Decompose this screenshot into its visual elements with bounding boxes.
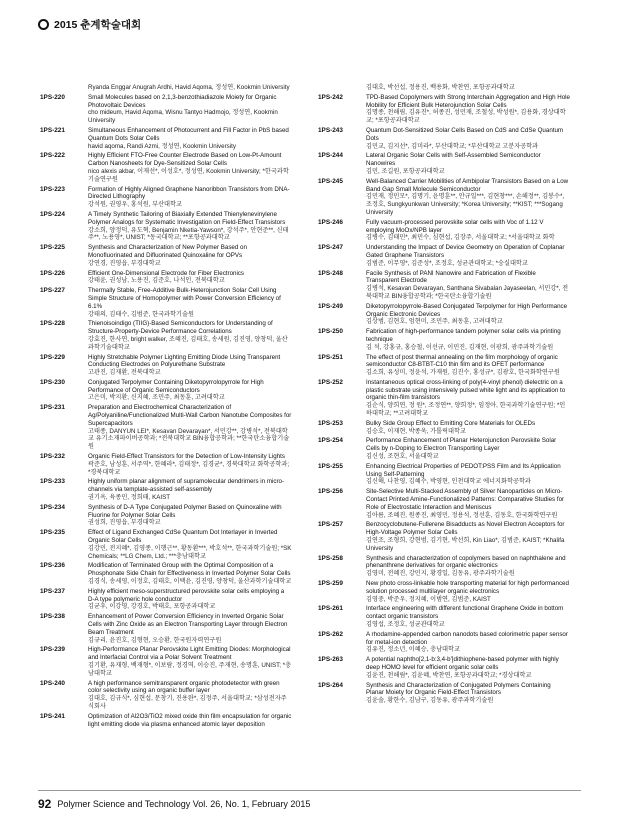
left-column — [40, 84, 292, 730]
entry-title: New photo cross-linkable hole transporting material for high performanced solution processed multilayer organic electronics — [366, 580, 569, 595]
entry-code: 1PS-233 — [40, 478, 65, 486]
abstract-entry — [318, 328, 570, 351]
entry-authors: 김균우, 이강영, 강경호, 박태호, 포항공과대학교 — [88, 603, 216, 611]
entry-body — [88, 287, 292, 318]
abstract-entry — [318, 437, 570, 460]
abstract-entry — [318, 270, 570, 301]
entry-body — [366, 682, 570, 705]
abstract-entry — [318, 219, 570, 242]
entry-code: 1PS-243 — [318, 126, 343, 134]
abstract-entry — [40, 152, 292, 183]
entry-body — [88, 211, 292, 242]
entry-body — [366, 303, 570, 326]
entry-body — [366, 420, 570, 436]
abstract-entry — [40, 562, 292, 585]
entry-title: Simultaneous Enhancement of Photocurrent and Fill Factor in PbS based Quantum Dots Solar Cells — [88, 126, 289, 142]
abstract-entry — [40, 354, 292, 377]
abstract-entry — [40, 94, 292, 125]
entry-code: 1PS-221 — [40, 126, 65, 134]
page-number: 92 — [38, 797, 52, 811]
entry-body — [88, 152, 292, 183]
entry-authors: 권기옥, 육종민, 정희태, KAIST — [88, 494, 170, 502]
journal-citation: Polymer Science and Technology Vol. 26, No. 1, February 2015 — [57, 799, 311, 809]
abstract-entry — [318, 94, 570, 125]
entry-title: Lateral Organic Solar Cells with Self-Assembled Semiconductor Nanowires — [366, 152, 541, 168]
entry-body — [88, 379, 292, 402]
entry-code — [40, 84, 88, 92]
entry-authors: 김병석, Kesavan Devarayan, Santhana Sivabalan Jayaseelan, 서민강*, 전북대학교 BIN융합공학과; *한국탄소융합기술원 — [366, 285, 569, 300]
entry-body — [88, 478, 292, 501]
entry-code: 1PS-239 — [40, 646, 65, 654]
entry-body — [366, 463, 570, 486]
entry-authors: 김범준, 이무영*, 김준성*, 조정호, 성균관대학교; *숭실대학교 — [366, 259, 528, 267]
entry-authors: 김대호, 박선섭, 정용진, 백용화, 박찬연, 포항공과대학교 — [366, 84, 515, 91]
entry-code: 1PS-257 — [318, 521, 343, 529]
abstract-entry — [40, 84, 292, 92]
entry-body — [88, 646, 292, 677]
entry-title: Site-Selective Multi-Stacked Assembly of Silver Nanoparticles on Micro-Contact Printed Amine-Functionalized Patterns: Comparative Studies for Role of Electrostatic Interaction and Meniscus — [366, 488, 565, 511]
entry-body — [366, 521, 570, 552]
entry-body — [88, 504, 292, 527]
entry-code: 1PS-229 — [40, 353, 65, 361]
abstract-entry — [40, 127, 292, 150]
entry-title: Effect of Ligand Exchanged CdSe Quantum Dot Interlayer in Inverted Organic Solar Cells — [88, 529, 278, 545]
entry-code: 1PS-256 — [318, 488, 343, 496]
entry-title: Well-Balanced Carrier Mobilities of Ambipolar Transistors Based on a Low Band Gap Small Molecule Semiconductor — [366, 177, 569, 193]
entry-code: 1PS-226 — [40, 269, 65, 277]
entry-title: Highly Efficient FTO-Free Counter Electrode Based on Low-Pt-Amount Carbon Nanosheets for Dye-Sensitized Solar Cells — [88, 152, 282, 168]
entry-authors: 김영미, 전혜진, 강민지, 황경일, 김동유, 광주과학기술원 — [366, 570, 515, 578]
entry-title: A high performance semitransparent organic photodetector with green color selectivity using an organic buffer layer — [88, 679, 280, 695]
abstract-entry — [40, 613, 292, 644]
abstract-entry — [318, 580, 570, 603]
entry-body — [88, 562, 292, 585]
entry-code: 1PS-253 — [318, 419, 343, 427]
entry-code: 1PS-263 — [318, 656, 343, 664]
entry-authors: 권성희, 진영읍, 부경대학교 — [88, 519, 161, 527]
abstract-entry — [318, 555, 570, 578]
entry-title: Bulky Side Group Effect to Emitting Core Materials for OLEDs — [366, 419, 536, 427]
entry-title: Formation of Highly Aligned Graphene Nanoribbon Transistors from DNA-Directed Lithography — [88, 185, 290, 201]
abstract-entry — [40, 320, 292, 351]
entry-body — [366, 488, 570, 519]
entry-code: 1PS-227 — [40, 287, 65, 295]
abstract-entry — [318, 463, 570, 486]
entry-title: Small Molecules based on 2,1,3-benzothiadiazole Moiety for Organic Photovoltaic Devices — [88, 93, 277, 109]
entry-body — [88, 94, 292, 125]
entry-code: 1PS-258 — [318, 554, 343, 562]
entry-body — [366, 84, 570, 92]
entry-code: 1PS-248 — [318, 269, 343, 277]
entry-title: Thienoisoindigo (TIIG)-Based Semiconductors for Understanding of Structure-Property-Device Performance Correlations — [88, 320, 273, 336]
entry-body — [88, 613, 292, 644]
entry-authors: 김영중, 박준우, 정지혜, 이범연, 김범준, KAIST — [366, 595, 491, 603]
entry-code: 1PS-240 — [40, 679, 65, 687]
entry-code: 1PS-245 — [318, 177, 343, 185]
entry-title: Organic Field-Effect Transistors for the Detection of Low-Intensity Lights — [88, 453, 285, 461]
entry-code: 1PS-249 — [318, 302, 343, 310]
entry-code: 1PS-250 — [318, 328, 343, 336]
circle-bullet-icon — [38, 19, 49, 30]
entry-body — [88, 127, 292, 150]
entry-code: 1PS-223 — [40, 185, 65, 193]
entry-body — [366, 580, 570, 603]
entry-authors: 김윤솔, 황한수, 김남구, 김동유, 광주과학기술원 — [366, 697, 494, 705]
entry-body — [366, 555, 570, 578]
entry-title: Fully vacuum-processed perovskite solar cells with Voc of 1.12 V employing MoOx/NPB layer — [366, 218, 544, 234]
entry-code: 1PS-262 — [318, 630, 343, 638]
abstract-entry — [318, 488, 570, 519]
entry-authors: 강연경, 진영읍, 부경대학교 — [88, 259, 161, 267]
entry-body — [88, 84, 292, 92]
entry-body — [88, 588, 292, 611]
abstract-entry — [40, 453, 292, 476]
entry-body — [366, 270, 570, 301]
entry-title: High-Performance Planar Perovskite Light Emitting Diodes: Morphological and Interfacial Control via a Polar Solvent Treatment — [88, 646, 291, 662]
entry-authors: 고관진, 김재환, 전북대학교 — [88, 369, 161, 377]
entry-code: 1PS-232 — [40, 453, 65, 461]
conference-title: 2015 춘계학술대회 — [54, 19, 142, 31]
entry-title: Quantum Dot-Sensitized Solar Cells Based on CdS and CdSe Quantum Dots — [366, 126, 564, 142]
entry-title: Conjugated Terpolymer Containing Diketopyrrolopyrrole for High Performance of Organic Semiconductors — [88, 378, 264, 394]
entry-title: Thermally Stable, Free-Additive Bulk-Heterojunction Solar Cell Using Simple Structure of Homopolymer with Power Conversion Efficiency of 6.1% — [88, 287, 281, 310]
entry-body — [366, 379, 570, 418]
abstract-entry — [318, 631, 570, 654]
entry-title: TPD-Based Copolymers with Strong Interchain Aggregation and High Hole Mobility for Efficient Bulk Heterojunction Solar Cells — [366, 93, 570, 109]
entry-title: Efficient One-Dimensional Electrode for Fiber Electronics — [88, 269, 245, 277]
entry-code: 1PS-236 — [40, 562, 65, 570]
entry-title: Highly Stretchable Polymer Lighting Emitting Diode Using Transparent Conducting Electrodes on Polyurethane Substrate — [88, 353, 281, 369]
abstract-entry — [318, 354, 570, 377]
entry-authors: 김기환, 유재형, 백재형*, 이보람, 정경역, 이승진, 주재현, 송명훈, UNIST; *충남대학교 — [88, 661, 292, 677]
abstract-entry — [40, 478, 292, 501]
entry-authors: 김연조, 조형희, 강현범, 김기현, 박선희, Kin Liao*, 김범준, KAIST; *Khalifa University — [366, 537, 565, 552]
entry-body — [88, 713, 292, 729]
abstract-entry — [40, 211, 292, 242]
entry-title: Instantaneous optical cross-linking of poly(4-vinyl phenol) dielectric on a plastic substrate using intensively pulsed white light and its application to organic thin-film transistors — [366, 378, 566, 402]
entry-body — [366, 605, 570, 628]
entry-title: Benzocyclobutene-Fullerene Bisadducts as Novel Electron Acceptors for High-Voltage Polymer Solar Cells — [366, 521, 565, 537]
page-header — [38, 17, 141, 32]
entry-authors: 김소희, 유성미, 정윤석, 가재원, 김진수, 홍성규*, 김광호, 한국화학연구원 — [366, 369, 560, 377]
entry-title: Performance Enhancement of Planar Heterojunction Perovskite Solar Cells by n-Doping to Electron Transporting Layer — [366, 437, 557, 453]
entry-authors: nico alexis akbar, 이재선*, 이성호*, 정성연, Kookmin University; *한국과학기술연구원 — [88, 167, 289, 183]
abstract-entry — [40, 287, 292, 318]
entry-authors: 김 석, 강홍규, 홍승철, 이선규, 이민진, 김재현, 이광희, 광주과학기술원 — [366, 343, 554, 351]
entry-code: 1PS-234 — [40, 503, 65, 511]
entry-code: 1PS-228 — [40, 320, 65, 328]
entry-code: 1PS-220 — [40, 93, 65, 101]
entry-code: 1PS-235 — [40, 529, 65, 537]
abstract-entry — [40, 244, 292, 267]
entry-title: Synthesis and Characterization of New Polymer Based on Monofluorinated and Difluorinated Quinoxaline for OPVs — [88, 244, 247, 259]
entry-authors: 강태윤, 권성남, 노용진, 김준호, 나석인, 전북대학교 — [88, 277, 225, 285]
entry-body — [366, 178, 570, 217]
entry-code: 1PS-247 — [318, 244, 343, 252]
entry-body — [366, 656, 570, 679]
entry-authors: 김아름, 조혜진, 원종진, 최영민, 정용석, 정선훈, 김동호, 한국화학연구원 — [366, 511, 558, 519]
abstract-entry — [40, 404, 292, 451]
abstract-entry — [318, 84, 570, 92]
entry-authors: 김순식, 양희연, 정 원*, 조정연**, 양희정*, 임정아, 한국과학기술연구원; *인하대학교; **고려대학교 — [366, 402, 566, 418]
entry-authors: 고은미, 박지환, 신지혜, 조민주, 최동훈, 고려대학교 — [88, 394, 225, 402]
entry-code: 1PS-246 — [318, 218, 343, 226]
entry-code — [318, 84, 366, 92]
entry-authors: 김명종, 천해림, 김유진*, 허종진, 성민재, 조철성, 박성원*, 김용화, 경상대학교; *포항공과대학교 — [366, 109, 566, 125]
entry-title: Highly uniform planar alignment of supramolecular dendrimers in micro-channels via template-assisted self-assembly — [88, 478, 285, 494]
entry-code: 1PS-231 — [40, 404, 65, 412]
abstract-entry — [40, 680, 292, 711]
entry-body — [88, 244, 292, 267]
entry-code: 1PS-264 — [318, 681, 343, 689]
abstract-entry — [318, 682, 570, 705]
right-column — [318, 84, 570, 707]
entry-body — [366, 328, 570, 351]
entry-body — [88, 320, 292, 351]
entry-body — [366, 219, 570, 242]
entry-title: Highly efficient meso-superstructured perovskite solar cells employing a D-A type polymeric hole conductor — [88, 587, 285, 603]
abstract-entry — [318, 605, 570, 628]
entry-title: Enhancement of Power Conversion Efficiency in Inverted Organic Solar Cells with Zinc Oxide as an Electron Transporting Layer through Electron Beam Treatment — [88, 613, 288, 636]
entry-code: 1PS-224 — [40, 210, 65, 218]
entry-authors: 김신성, 조현호, 서울대학교 — [366, 453, 439, 461]
entry-body — [88, 680, 292, 711]
entry-title: The effect of post thermal annealing on the film morphology of organic semiconductor C8-BTBT-C10 thin film and its OFET performance — [366, 353, 558, 369]
entry-title: Interface engineering with different functional Graphene Oxide in bottom contact organic transistors — [366, 605, 564, 621]
abstract-entry — [318, 303, 570, 326]
entry-authors: 김윤진, 천해림*, 김윤혜, 박찬연, 포항공과대학교; *경상대학교 — [366, 671, 532, 679]
abstract-entry — [318, 420, 570, 436]
entry-body — [88, 529, 292, 560]
entry-body — [88, 270, 292, 286]
entry-code: 1PS-259 — [318, 580, 343, 588]
entry-code: 1PS-230 — [40, 378, 65, 386]
abstract-entry — [318, 379, 570, 418]
abstract-entry — [318, 127, 570, 150]
entry-authors: 김병수, 김태민*, 최민수, 심현섭, 김장주, 서울대학교; *서울대학교 화학 — [366, 234, 555, 242]
abstract-entry — [40, 588, 292, 611]
entry-body — [88, 186, 292, 209]
entry-authors: 김경식, 송세영, 이정호, 김태호, 이택윤, 김진영, 양창덕, 울산과학기술대학교 — [88, 578, 292, 586]
abstract-entry — [40, 504, 292, 527]
entry-authors: 김대호, 김규식*, 심현섭, 문창기, 진용완*, 김정주, 서울대학교; *삼성전자주식회사 — [88, 695, 287, 710]
entry-title: Enhancing Electrical Properties of PEDOT:PSS Film and Its Application Using Self-Patterning — [366, 462, 561, 478]
entry-authors: 김민교, 김지선*, 김미라*, 부산대학교; *부산대학교 고분자공학과 — [366, 142, 539, 150]
entry-authors: 김상범, 김현호, 엄현미, 조민주, 최동훈, 고려대학교 — [366, 318, 503, 326]
abstract-entry — [318, 656, 570, 679]
entry-code: 1PS-242 — [318, 93, 343, 101]
entry-code: 1PS-225 — [40, 244, 65, 252]
entry-authors: 김민재, 정민모*, 김명기, 윤명훈**, 안규일***, 김현창***, 손해정**, 김봉수*, 조정호, Sungkyunkwan University; *Korea University; **KIST; ***Sogang University — [366, 193, 565, 216]
entry-body — [88, 404, 292, 451]
entry-authors: 강석원, 권영우, 홍석원, 부산대학교 — [88, 201, 182, 209]
abstract-entry — [318, 178, 570, 217]
entry-authors: Ryanda Enggar Anugrah Ardhi, Havid Aqoma, 정성연, Kookmin University — [88, 84, 290, 91]
entry-title: A rhodamine-appended carbon nanodots based colorimetric paper sensor for metal-ion detection — [366, 630, 568, 646]
entry-body — [366, 94, 570, 125]
entry-authors: 김승호, 이재현, 박종욱, 가톨릭대학교 — [366, 427, 466, 435]
footer-rule — [38, 790, 581, 791]
entry-title: Understanding the Impact of Device Geometry on Operation of Coplanar Gated Graphene Transistors — [366, 244, 565, 259]
entry-title: Optimization of Al2O3/TiO2 mixed oxide thin film encapsulation for organic light emitting diode via plasma enhanced atomic layer deposition — [88, 712, 292, 728]
entry-code: 1PS-237 — [40, 587, 65, 595]
abstract-entry — [318, 152, 570, 175]
entry-title: A potential naphtho[2,1-b:3,4-b']dithiophene-based polymer with highly deep HOMO level for efficient organic solar cells — [366, 656, 559, 671]
entry-code: 1PS-261 — [318, 605, 343, 613]
entry-code: 1PS-252 — [318, 378, 343, 386]
entry-code: 1PS-238 — [40, 613, 65, 621]
entry-title: A Timely Synthetic Tailoring of Biaxially Extended Thienylenevinylene Polymer Analogs for Systematic Investigation on Field-Effect Transistors — [88, 210, 286, 226]
entry-title: Preparation and Electrochemical Characterization of Ag/Polyaniline/Functionalized Multi-Wall Carbon Nanotube Composites for Supercapacitors — [88, 404, 292, 427]
entry-code: 1PS-255 — [318, 462, 343, 470]
entry-code: 1PS-241 — [40, 712, 65, 720]
entry-body — [366, 127, 570, 150]
entry-title: Diketopyrrolopyrrole-Based Conjugated Terpolymer for High Performance Organic Electronic Devices — [366, 302, 568, 318]
entry-body — [366, 354, 570, 377]
entry-authors: 강소희, 양정덕, 유도혁, Benjamin Nketia-Yawson*, 강석주*, 안현준**, 신태주**, 노용영*, UNIST; *동국대학교; **포항공과대학교 — [88, 226, 289, 242]
entry-authors: cho mideum, Havid Aqoma, Wisnu Tantyo Hadmojo, 정성연, Kookmin University — [88, 109, 278, 125]
page-footer — [38, 797, 310, 811]
entry-authors: 김영섭, 조정호, 성균관대학교 — [366, 621, 445, 628]
entry-authors: 김민, 조길원, 포항공과대학교 — [366, 167, 445, 175]
abstract-entry — [40, 713, 292, 729]
entry-title: Facile Synthesis of PANI Nanowire and Fabrication of Flexible Transparent Electrode — [366, 269, 536, 285]
entry-code: 1PS-254 — [318, 437, 343, 445]
entry-title: Synthesis and characterization of copolymers based on naphthalene and phenanthrene derivatives for organic electronics — [366, 554, 566, 570]
entry-authors: 강태의, 김태수, 김범준, 한국과학기술원 — [88, 310, 194, 318]
abstract-entry — [318, 244, 570, 267]
abstract-entry — [40, 270, 292, 286]
entry-authors: 김유진, 정소년, 이혜승, 충남대학교 — [366, 646, 460, 654]
abstract-entry — [40, 646, 292, 677]
abstract-entry — [40, 529, 292, 560]
entry-authors: 강효진, 한사연, bright walker, 조혜진, 김태호, 송세원, 김진영, 양창덕, 울산과학기술대학교 — [88, 335, 288, 351]
entry-code: 1PS-244 — [318, 152, 343, 160]
entry-body — [366, 152, 570, 175]
entry-title: Synthesis of D-A Type Conjugated Polymer Based on Quinoxaline with Fluorine for Polymer Solar Cells — [88, 503, 282, 519]
entry-body — [366, 631, 570, 654]
entry-code: 1PS-222 — [40, 152, 65, 160]
entry-body — [88, 453, 292, 476]
abstract-entry — [40, 186, 292, 209]
entry-title: Modification of Terminated Group with the Optimal Composition of a Phosphonate Side Chain for Effectiveness in Inverted Polymer Solar Cells — [88, 562, 291, 578]
entry-body — [366, 437, 570, 460]
entry-title: Fabrication of high-performance tandem polymer solar cells via printing technique — [366, 328, 561, 343]
entry-authors: havid aqoma, Randi Azmi, 정성연, Kookmin University — [88, 142, 236, 150]
entry-title: Synthesis and Characterization of Conjugated Polymers Containing Planar Moiety for Organic Field-Effect Transistors — [366, 681, 551, 697]
entry-authors: 김신해, 나찬영, 김혜수, 박영현, 인천대학교 에너지화학공학과 — [366, 478, 531, 486]
entry-authors: 고태종, DANYUN LEI*, Kesavan Devarayan*, 서민강**, 강병석*, 전북대학교 유기소재파이버공학과; *전북대학교 BIN융합공학과; **한국탄소융합기술원 — [88, 427, 290, 451]
entry-body — [366, 244, 570, 267]
entry-authors: 김강민, 전지혜*, 김영종, 이행근**, 황동환***, 박호석**, 한국과학기술원; *SK Chemicals; **LG Chem, Ltd.; ***충남대학교 — [88, 544, 292, 560]
abstract-entry — [318, 521, 570, 552]
entry-code: 1PS-251 — [318, 353, 343, 361]
entry-authors: 곽준호, 남성훈, 서주역*, 한혜라*, 김태정*, 김경균*, 경북대학교 화학공학과; *경북대학교 — [88, 460, 290, 476]
entry-authors: 김규리, 윤진호, 김형현, 오승환, 한국원자력연구원 — [88, 636, 222, 644]
entry-body — [88, 354, 292, 377]
abstract-entry — [40, 379, 292, 402]
